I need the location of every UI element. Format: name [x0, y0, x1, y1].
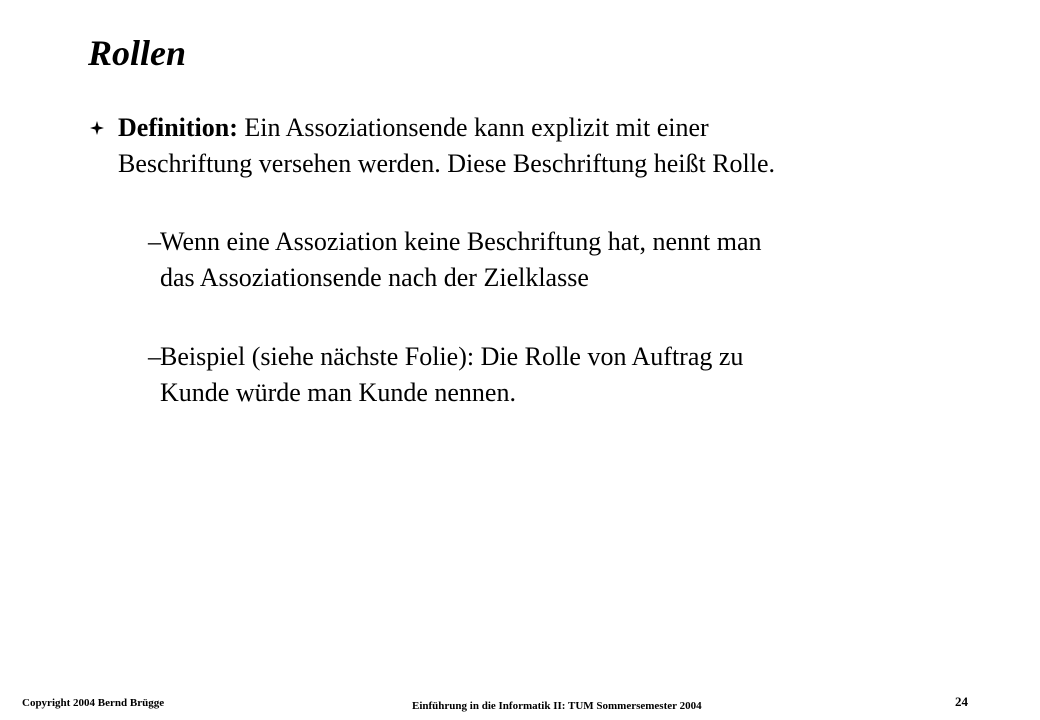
sub-item-dash: – — [148, 227, 161, 256]
sub-item-text: Wenn eine Assoziation keine Beschriftung hat, nennt man das Assoziationsende nach der Zielklasse — [160, 227, 762, 292]
sub-item-text: Beispiel (siehe nächste Folie): Die Rolle von Auftrag zu Kunde würde man Kunde nennen. — [160, 342, 744, 407]
definition-label: Definition: — [118, 113, 238, 142]
definition-body: Ein Assoziationsende kann explizit mit einer Beschriftung versehen werden. Diese Beschriftung heißt Rolle. — [118, 113, 776, 178]
diamond-bullet-icon — [90, 121, 104, 135]
page-number: 24 — [955, 694, 968, 709]
sub-item-dash: – — [148, 342, 161, 371]
footer-course-title: Einführung in die Informatik II: TUM Sommersemester 2004 — [412, 700, 702, 712]
footer-copyright: Copyright 2004 Bernd Brügge — [22, 697, 165, 709]
definition-text — [118, 110, 778, 182]
slide-title: Rollen — [88, 33, 187, 73]
